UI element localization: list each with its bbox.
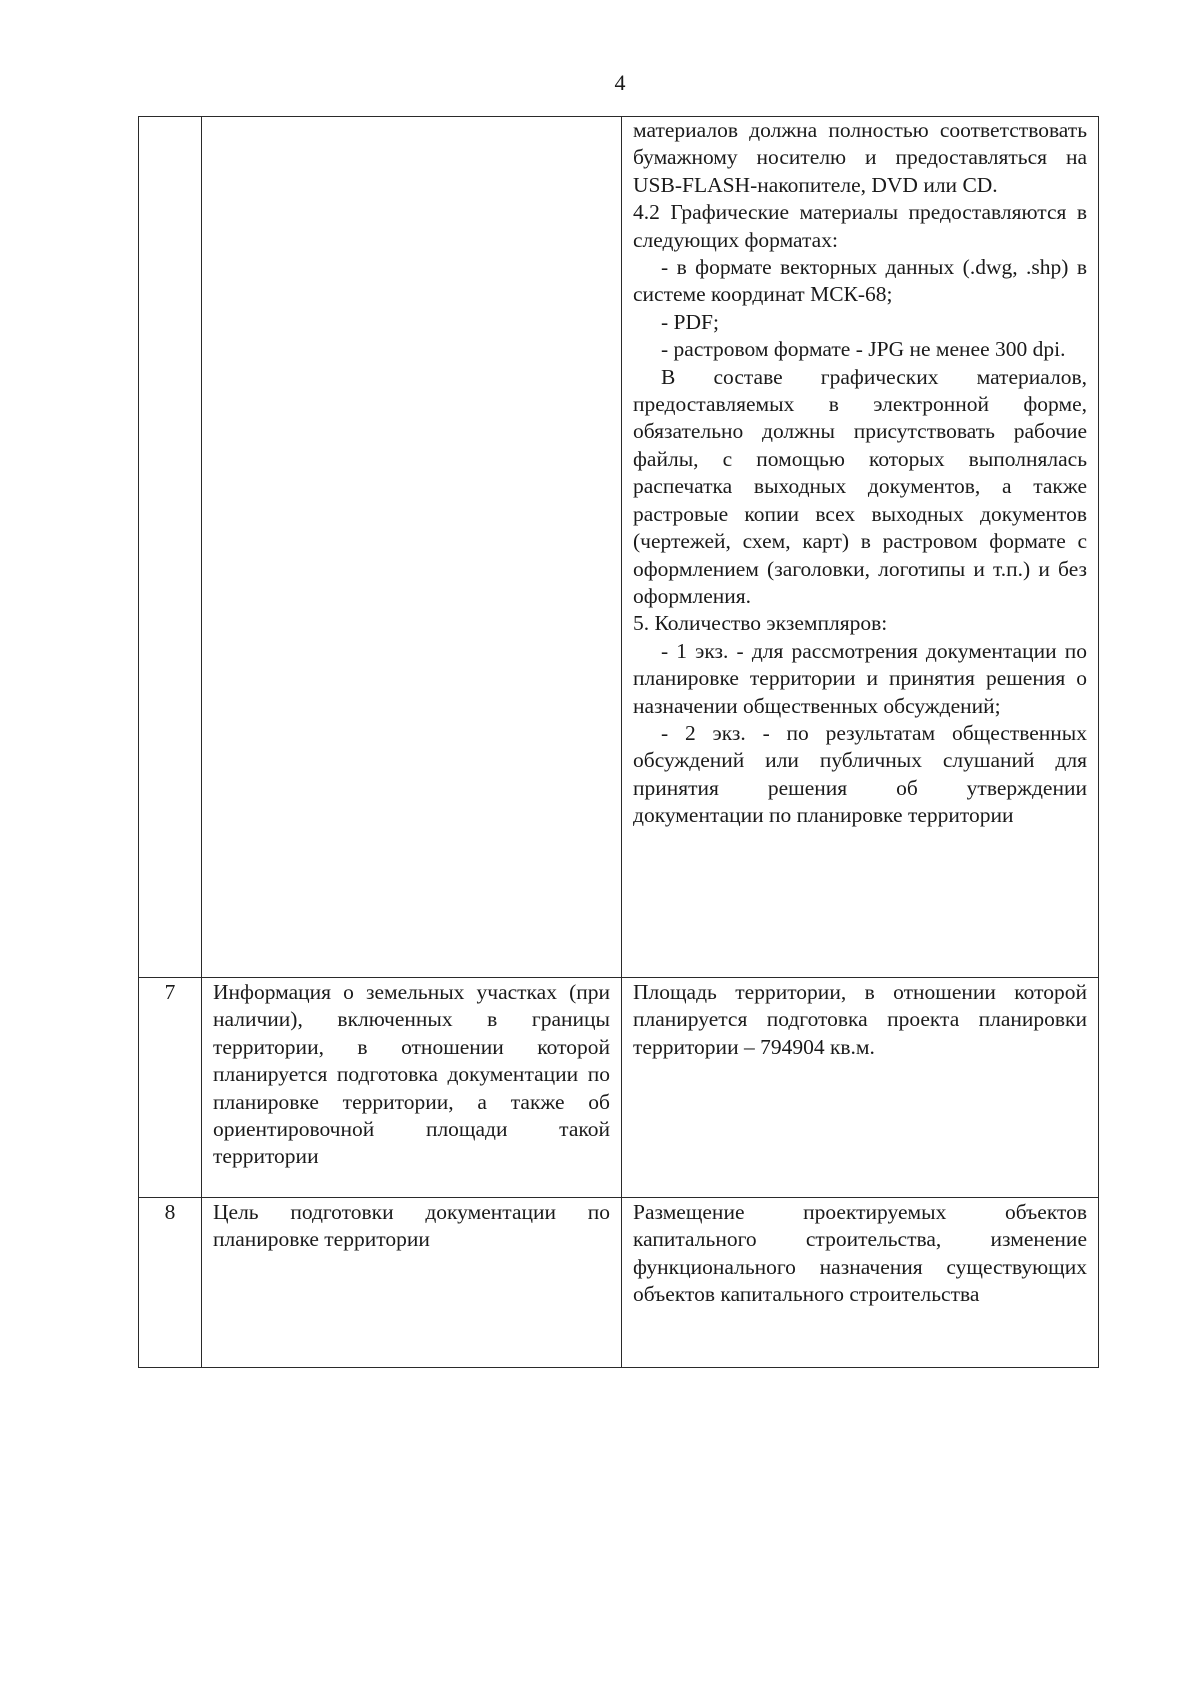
- row-value: [622, 117, 1099, 978]
- paragraph: материалов должна полностью соответствовать бумажному носителю и предоставляться на USB-FLASH-накопителе, DVD или CD.: [633, 118, 1087, 197]
- requirements-table: [138, 116, 1099, 1368]
- row-value: Размещение проектируемых объектов капитального строительства, изменение функционального назначения существующих объектов капитального строительства: [622, 1198, 1099, 1368]
- paragraph: 4.2 Графические материалы предоставляются в следующих форматах:: [633, 200, 1087, 252]
- list-item: - 1 экз. - для рассмотрения документации по планировке территории и принятия решения о назначении общественных обсуждений;: [633, 638, 1087, 718]
- row-number: [139, 117, 202, 978]
- row-name: [202, 117, 622, 978]
- table-row: [139, 117, 1099, 978]
- paragraph: 5. Количество экземпляров:: [633, 611, 888, 636]
- table-row: [139, 1198, 1099, 1368]
- row-number: 8: [139, 1198, 202, 1368]
- row-name: Информация о земельных участках (при наличии), включенных в границы территории, в отношении которой планируется подготовка документации по планировке территории, а также об ориентировочной площади такой территории: [202, 978, 622, 1198]
- list-item: - в формате векторных данных (.dwg, .shp) в системе координат МСК-68;: [633, 255, 1087, 307]
- list-item: - PDF;: [661, 309, 719, 334]
- table-row: [139, 978, 1099, 1198]
- row-number: 7: [139, 978, 202, 1198]
- row-value: Площадь территории, в отношении которой планируется подготовка проекта планировки территории – 794904 кв.м.: [622, 978, 1099, 1198]
- paragraph: В составе графических материалов, предоставляемых в электронной форме, обязательно должны присутствовать рабочие файлы, с помощью которых выполнялась распечатка выходных документов, а также растровые копии всех выходных документов (чертежей, схем, карт) в растровом формате с оформлением (заголовки, логотипы и т.п.) и без оформления.: [633, 364, 1087, 608]
- row-name: Цель подготовки документации по планировке территории: [202, 1198, 622, 1368]
- page-number: 4: [614, 70, 626, 95]
- list-item: - 2 экз. - по результатам общественных обсуждений или публичных слушаний для принятия решения об утверждении документации по планировке территории: [633, 720, 1087, 828]
- list-item: - растровом формате - JPG не менее 300 dpi.: [661, 337, 1066, 362]
